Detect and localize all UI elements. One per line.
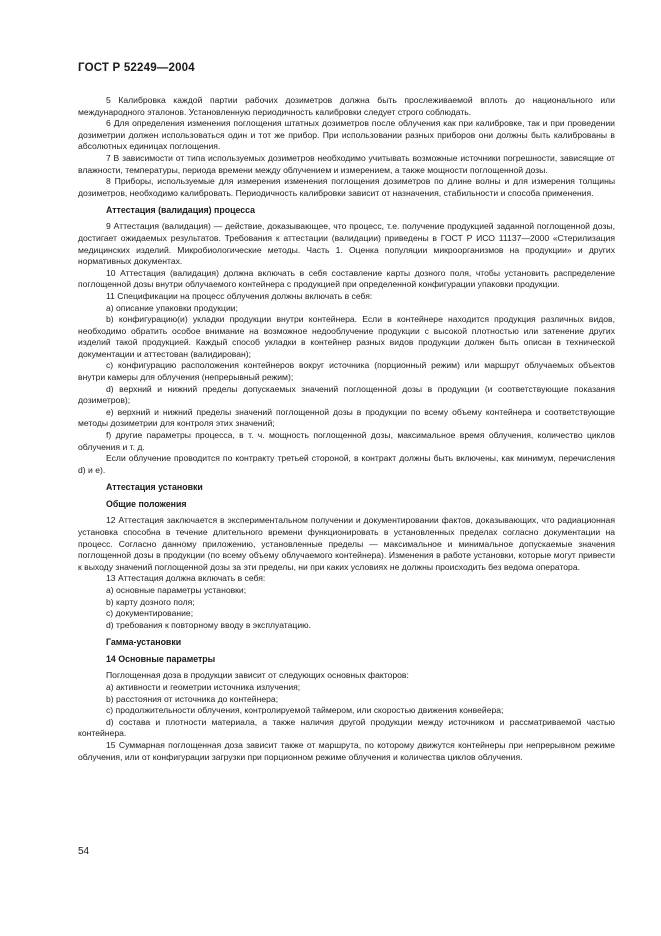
section-heading: 14 Основные параметры — [106, 654, 216, 665]
list-item: b) расстояния от источника до контейнера; — [106, 693, 279, 704]
list-item: a) активности и геометрии источника излучения; — [106, 681, 301, 692]
paragraph: Если облучение проводится по контракту третьей стороной, в контракт должны быть включены, как минимум, перечисления d) и e). — [78, 453, 615, 475]
paragraph: 8 Приборы, используемые для измерения изменения поглощения дозиметров по длине волны и для измерения толщины дозиметров, необходимо калибровать. Периодичность калибровки зависит от назначения, стабильности и способа применения. — [78, 176, 615, 198]
document-body — [78, 95, 615, 763]
paragraph: 6 Для определения изменения поглощения штатных дозиметров после облучения как при калибровке, так и при проведении дозиметрии должен использоваться один и тот же прибор. При использовании разных приборов они должны быть калиброваны в абсолютных единицах поглощения. — [78, 118, 615, 152]
list-item: b) конфигурацию(и) укладки продукции внутри контейнера. Если в контейнере находится продукция различных видов, необходимо обратить особое внимание на возможное недооблучение продукции с высокой плотностью или затенение других изделий такой продукцией. Каждый способ укладки в контейнер разных видов продукции должен быть описан в технической документации и аттестован (валидирован); — [78, 314, 615, 359]
document-header: ГОСТ Р 52249—2004 — [78, 62, 195, 74]
list-item: b) карту дозного поля; — [106, 596, 195, 607]
list-item: c) документирование; — [106, 608, 194, 619]
paragraph: 11 Спецификации на процесс облучения должны включать в себя: — [106, 290, 373, 301]
paragraph: Поглощенная доза в продукции зависит от следующих основных факторов: — [106, 670, 409, 681]
section-heading: Аттестация (валидация) процесса — [106, 205, 256, 216]
paragraph: 10 Аттестация (валидация) должна включать в себя составление карты дозного поля, чтобы установить распределение поглощенной дозы внутри облучаемого контейнера с продукцией при определенной конфигурации упаковки продукции. — [78, 267, 615, 290]
section-heading: Аттестация установки — [106, 482, 203, 493]
paragraph: 13 Аттестация должна включать в себя: — [106, 573, 266, 584]
paragraph: 9 Аттестация (валидация) — действие, доказывающее, что процесс, т.е. получение продукцией заданной поглощенной дозы, достигает ожидаемых результатов. Требования к аттестации (валидации) приведены в ГОСТ Р ИСО 11137—2000 «Стерилизация медицинских изделий. Микробиологические методы. Часть 1. Оценка популяции микроорганизмов на продукции» и других нормативных документах. — [78, 221, 615, 267]
list-item: f) другие параметры процесса, в т. ч. мощность поглощенной дозы, максимальное время облучения, количество циклов облучения и т. д. — [78, 430, 615, 452]
list-item: e) верхний и нижний пределы значений поглощенной дозы в продукции по всему объему контейнера и соответствующие методы дозиметрии для контроля этих значений; — [78, 406, 615, 429]
list-item: a) описание упаковки продукции; — [106, 302, 238, 313]
list-item: d) состава и плотности материала, а также наличия другой продукции между источником и рассматриваемой частью контейнера. — [78, 716, 615, 739]
page-number: 54 — [78, 846, 90, 857]
paragraph: 7 В зависимости от типа используемых дозиметров необходимо учитывать возможные источники погрешности, зависящие от влажности, температуры, периода времени между облучением и измерением, а также мощности поглощенной дозы. — [78, 152, 615, 175]
list-item: c) конфигурацию расположения контейнеров вокруг источника (порционный режим) или маршрут облучаемых объектов внутри камеры для облучения (непрерывный режим); — [78, 360, 615, 383]
section-heading: Гамма-установки — [106, 637, 182, 648]
list-item: d) требования к повторному вводу в эксплуатацию. — [106, 619, 311, 630]
list-item: c) продолжительности облучения, контролируемой таймером, или скоростью движения конвейера; — [106, 705, 504, 716]
paragraph: 15 Суммарная поглощенная доза зависит также от маршрута, по которому движутся контейнеры при непрерывном режиме облучения, или от конфигурации загрузки при порционном режиме облучения и количества циклов облучения. — [78, 739, 615, 762]
list-item: d) верхний и нижний пределы допускаемых значений поглощенной дозы в продукции (и соответствующие показания дозиметров); — [78, 383, 615, 406]
paragraph: 12 Аттестация заключается в экспериментальном получении и документировании фактов, доказывающих, что радиационная установка способна в течение длительного времени функционировать в установленных пределах согласно документации на процесс. Согласно данному приложению, установленные пределы — максимальное и минимальное допускаемые значения поглощенной дозы в продукции (по всему объему облучаемого контейнера). Изменения в работе установки, которые могут привести к выходу значений поглощенной дозы за эти пределы, ни при каких условиях не должны происходить без ведома оператора. — [78, 515, 615, 572]
section-heading: Общие положения — [106, 499, 187, 510]
paragraph: 5 Калибровка каждой партии рабочих дозиметров должна быть прослеживаемой вплоть до национального или международного эталонов. Установленную периодичность калибровки следует строго соблюдать. — [78, 95, 615, 117]
list-item: a) основные параметры установки; — [106, 584, 247, 595]
